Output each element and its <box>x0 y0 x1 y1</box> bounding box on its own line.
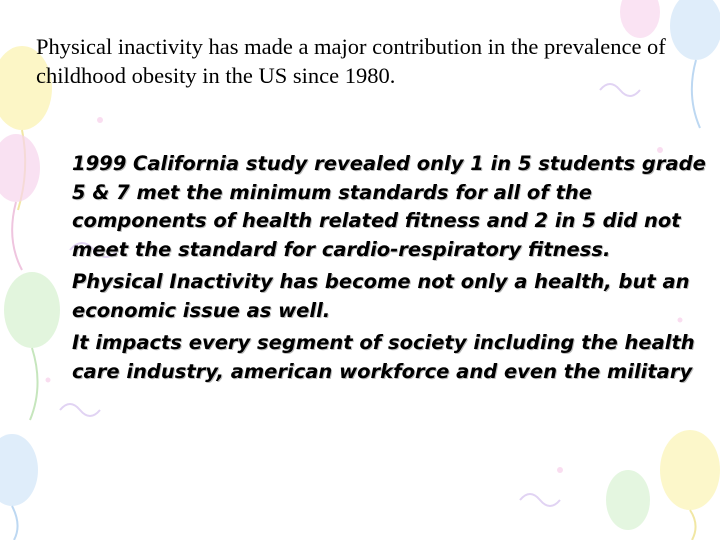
balloon-icon <box>4 272 60 420</box>
bullet-item: 1999 California study revealed only 1 in 5 students grade 5 & 7 met the minimum standards for all of the components of health related fitness and 2 in 5 did not meet the standard for cardio-respiratory fitness. <box>72 152 706 261</box>
balloon-icon <box>660 430 720 540</box>
bullet-item: Physical Inactivity has become not only a health, but an economic issue as well. <box>72 270 690 322</box>
slide-title: Physical inactivity has made a major contribution in the prevalence of childhood obesity in the US since 1980. <box>36 34 666 88</box>
balloon-icon <box>0 434 38 540</box>
bullet-item: It impacts every segment of society including the health care industry, american workforce and even the military <box>72 331 695 383</box>
balloon-icon <box>606 470 650 530</box>
bullet-list <box>72 150 712 390</box>
